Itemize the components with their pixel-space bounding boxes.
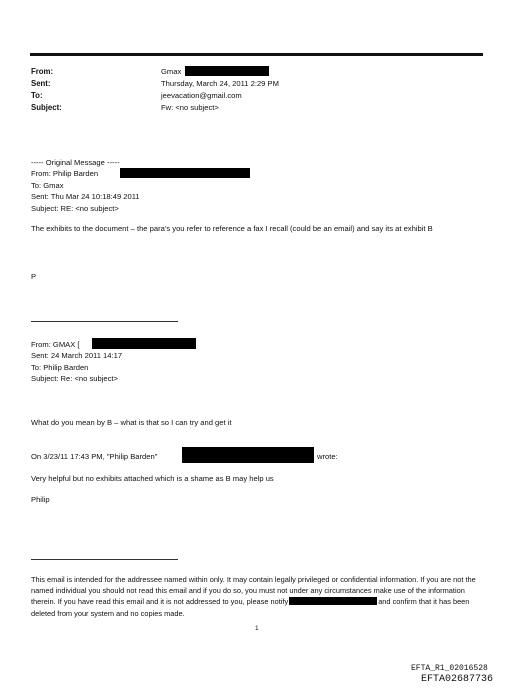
reply1-from: From: GMAX [: [31, 340, 80, 349]
reply2-wrote-suffix: wrote:: [317, 452, 338, 461]
original-body: The exhibits to the document – the para’s you refer to reference a fax I recall (could be an email) and say its at exhibit B: [31, 224, 433, 233]
subject-value: Fw: <no subject>: [161, 103, 219, 112]
reply1-subject: Subject: Re: <no subject>: [31, 374, 118, 383]
reply2-wrote-prefix: On 3/23/11 17:43 PM, "Philip Barden": [31, 452, 158, 461]
from-value: Gmax: [161, 67, 182, 76]
reply1-body: What do you mean by B – what is that so I can try and get it: [31, 418, 232, 427]
disclaimer-text-2: and confirm that it has been deleted from your system and no copies made.: [31, 597, 470, 618]
redaction-block: [185, 66, 269, 76]
to-value: jeevacation@gmail.com: [161, 91, 242, 100]
page-number: 1: [255, 625, 259, 632]
redaction-block: [120, 168, 250, 178]
original-signature: P: [31, 272, 37, 281]
original-subject: Subject: RE: <no subject>: [31, 204, 119, 213]
redaction-block: [289, 597, 377, 605]
redaction-block: [92, 338, 196, 349]
original-sent: Sent: Thu Mar 24 10:18:49 2011: [31, 192, 140, 201]
disclaimer-text-1: This email is intended for the addressee named within only. It may contain legally privileged or confidential information. If you are not the named individual you should not read this email and if you do so, you must not under any circumstances make use of the information therein. If you have read this email and it is not addressed to you, please notify: [31, 575, 476, 607]
reply1-sent: Sent: 24 March 2011 14:17: [31, 351, 123, 360]
footer-code-1: EFTA_R1_02016528: [411, 664, 488, 673]
disclaimer: [31, 574, 487, 619]
from-label: From:: [31, 67, 54, 76]
subject-label: Subject:: [31, 103, 62, 112]
reply1-to: To: Philip Barden: [31, 363, 89, 372]
footer-code-2: EFTA02687736: [421, 674, 494, 685]
original-to: To: Gmax: [31, 181, 64, 190]
original-message-divider: ----- Original Message -----: [31, 158, 120, 167]
separator-line: [31, 559, 178, 560]
separator-line: [31, 321, 178, 322]
sent-value: Thursday, March 24, 2011 2:29 PM: [161, 79, 279, 88]
header-rule: [30, 53, 483, 56]
original-from: From: Philip Barden: [31, 169, 99, 178]
reply2-signature: Philip: [31, 495, 50, 504]
sent-label: Sent:: [31, 79, 51, 88]
redaction-block: [182, 447, 314, 463]
reply2-body: Very helpful but no exhibits attached which is a shame as B may help us: [31, 474, 274, 483]
to-label: To:: [31, 91, 43, 100]
